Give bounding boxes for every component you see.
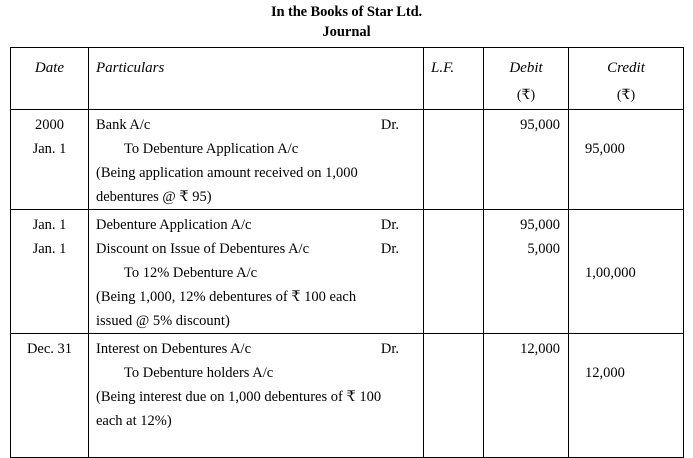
entry-particulars-text: To Debenture holders A/c: [124, 365, 274, 381]
credit-currency-symbol: (₹): [616, 88, 636, 103]
entry-particulars-text: To 12% Debenture A/c: [124, 265, 258, 281]
cell-date: [11, 210, 89, 334]
entry-debit-amount: [492, 385, 560, 409]
cell-date: [11, 110, 89, 210]
entry-lf: [424, 309, 483, 333]
entry-particulars-line: [96, 361, 417, 385]
entry-credit-amount: [585, 337, 675, 361]
cell-debit: [484, 334, 569, 458]
entry-date: Jan. 1: [32, 217, 67, 233]
entry-debit-amount: 95,000: [520, 217, 560, 233]
debit-marker: Dr.: [380, 117, 399, 133]
column-header-particulars-label: Particulars: [96, 60, 165, 76]
entry-debit-amount: 95,000: [520, 117, 560, 133]
cell-credit: [569, 110, 684, 210]
entry-credit-amount: [585, 237, 675, 261]
entry-credit-amount: 12,000: [585, 365, 625, 381]
entry-date: [11, 309, 88, 333]
entry-credit-amount: [585, 433, 675, 457]
debit-marker: Dr.: [380, 341, 399, 357]
entry-date: [11, 433, 88, 457]
page-title: In the Books of Star Ltd.: [270, 4, 423, 20]
entry-particulars-line: [96, 337, 417, 361]
entry-particulars-line: [96, 161, 417, 185]
entry-date: [11, 385, 88, 409]
entry-date: 2000: [35, 117, 64, 133]
entry-date: [11, 185, 88, 209]
entry-lf: [424, 385, 483, 409]
entry-lf: [424, 337, 483, 361]
entry-particulars-line: [96, 385, 417, 409]
entry-particulars-text: [96, 437, 100, 453]
column-header-credit: [569, 48, 684, 110]
entry-credit-amount: 1,00,000: [585, 265, 636, 281]
entry-particulars-line: [96, 113, 417, 137]
cell-debit: [484, 210, 569, 334]
cell-lf: [424, 334, 484, 458]
header-row: [11, 48, 684, 110]
entry-particulars-text: Discount on Issue of Debentures A/c: [96, 241, 310, 257]
cell-debit: [484, 110, 569, 210]
entry-lf: [424, 161, 483, 185]
entry-particulars-text: (Being application amount received on 1,000: [96, 165, 358, 181]
entry-debit-amount: [492, 261, 560, 285]
entry-particulars-line: [96, 137, 417, 161]
table-row: [11, 334, 684, 458]
entry-particulars-text: debentures @ ₹ 95): [96, 189, 212, 205]
cell-particulars: [89, 210, 424, 334]
column-header-debit-label: Debit: [509, 60, 543, 76]
entry-particulars-line: [96, 261, 417, 285]
entry-lf: [424, 285, 483, 309]
entry-particulars-line: [96, 185, 417, 209]
entry-particulars-text: Debenture Application A/c: [96, 217, 252, 233]
column-header-lf: [424, 48, 484, 110]
entry-particulars-line: [96, 213, 417, 237]
table-body: [11, 110, 684, 458]
cell-lf: [424, 110, 484, 210]
entry-debit-amount: [492, 361, 560, 385]
entry-credit-amount: [585, 213, 675, 237]
entry-debit-amount: [492, 409, 560, 433]
column-header-debit: [484, 48, 569, 110]
column-header-date: [11, 48, 89, 110]
entry-particulars-text: each at 12%): [96, 413, 172, 429]
entry-debit-amount: [492, 137, 560, 161]
entry-debit-amount: [492, 185, 560, 209]
cell-date: [11, 334, 89, 458]
entry-date: Dec. 31: [26, 341, 73, 357]
entry-particulars-line: [96, 433, 417, 457]
entry-particulars-text: (Being interest due on 1,000 debentures of ₹ 100: [96, 389, 382, 405]
entry-particulars-text: Bank A/c: [96, 117, 151, 133]
debit-currency-symbol: (₹): [516, 88, 536, 103]
entry-particulars-line: [96, 309, 417, 333]
entry-credit-amount: [585, 309, 675, 333]
entry-credit-amount: [585, 285, 675, 309]
entry-lf: [424, 361, 483, 385]
entry-debit-amount: [492, 285, 560, 309]
entry-credit-amount: [585, 385, 675, 409]
entry-date: [11, 261, 88, 285]
entry-lf: [424, 409, 483, 433]
entry-date: [11, 361, 88, 385]
cell-credit: [569, 210, 684, 334]
table-row: [11, 110, 684, 210]
entry-credit-amount: [585, 113, 675, 137]
entry-particulars-text: To Debenture Application A/c: [124, 141, 299, 157]
entry-credit-amount: [585, 409, 675, 433]
cell-particulars: [89, 334, 424, 458]
entry-date: Jan. 1: [32, 241, 67, 257]
cell-particulars: [89, 110, 424, 210]
entry-lf: [424, 185, 483, 209]
column-header-date-label: Date: [34, 60, 65, 76]
column-header-credit-label: Credit: [607, 60, 645, 76]
entry-lf: [424, 213, 483, 237]
column-header-lf-label: L.F.: [431, 60, 455, 76]
entry-particulars-text: (Being 1,000, 12% debentures of ₹ 100 each: [96, 289, 357, 305]
journal-table-container: [10, 47, 683, 458]
journal-table: [10, 47, 684, 458]
page-subtitle: Journal: [322, 24, 371, 40]
debit-marker: Dr.: [380, 241, 399, 257]
entry-particulars-line: [96, 409, 417, 433]
table-row: [11, 210, 684, 334]
entry-debit-amount: [492, 161, 560, 185]
entry-particulars-text: issued @ 5% discount): [96, 313, 230, 329]
table-header: [11, 48, 684, 110]
entry-credit-amount: 95,000: [585, 141, 625, 157]
entry-debit-amount: [492, 309, 560, 333]
entry-particulars-text: Interest on Debentures A/c: [96, 341, 252, 357]
debit-marker: Dr.: [380, 217, 399, 233]
entry-particulars-line: [96, 285, 417, 309]
entry-lf: [424, 113, 483, 137]
entry-debit-amount: 12,000: [520, 341, 560, 357]
entry-lf: [424, 433, 483, 457]
entry-debit-amount: 5,000: [527, 241, 560, 257]
entry-date: [11, 409, 88, 433]
cell-credit: [569, 334, 684, 458]
entry-date: Jan. 1: [32, 141, 67, 157]
entry-credit-amount: [585, 185, 675, 209]
entry-lf: [424, 237, 483, 261]
entry-lf: [424, 137, 483, 161]
entry-lf: [424, 261, 483, 285]
document-heading: [0, 0, 693, 42]
entry-date: [11, 285, 88, 309]
entry-particulars-line: [96, 237, 417, 261]
cell-lf: [424, 210, 484, 334]
entry-date: [11, 161, 88, 185]
entry-debit-amount: [492, 433, 560, 457]
entry-credit-amount: [585, 161, 675, 185]
column-header-particulars: [89, 48, 424, 110]
